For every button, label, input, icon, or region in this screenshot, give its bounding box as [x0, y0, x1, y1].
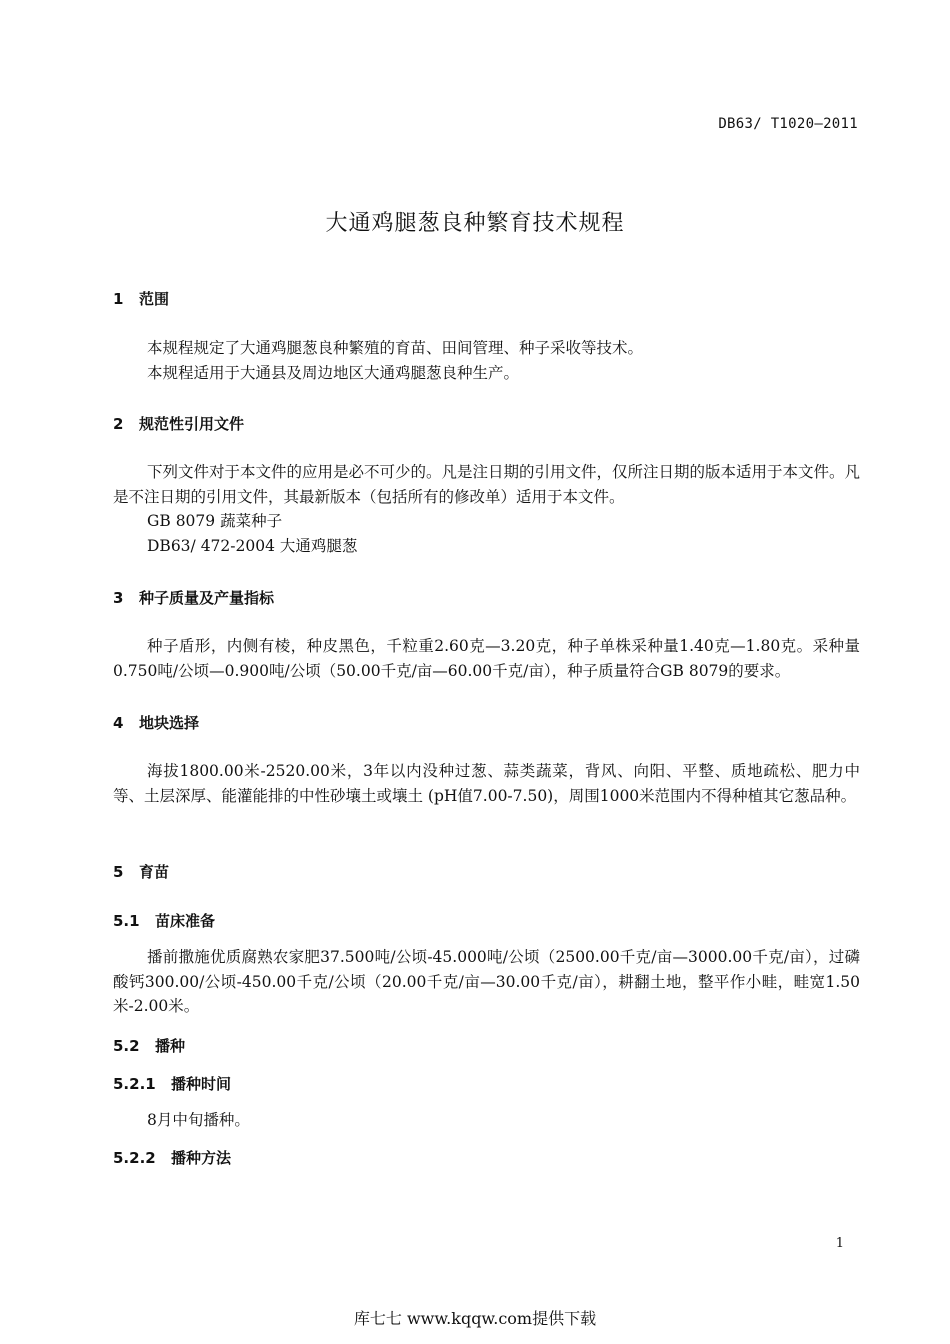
section-number: 5.2.1 [113, 1075, 156, 1093]
section-title: 地块选择 [139, 714, 200, 732]
download-footer: 库七七 www.kqqw.com提供下载 [353, 1309, 597, 1328]
standard-code: DB63/ T1020—2011 [718, 116, 858, 132]
section-4-heading [113, 712, 199, 733]
section-title: 播种 [155, 1037, 186, 1055]
section-3-paragraph: 种子盾形，内侧有棱，种皮黑色，千粒重2.60克—3.20克，种子单株采种量1.40克—1.80克。采种量0.750吨/公顷—0.900吨/公顷（50.00千克/亩—60.00千克/亩），种子质量符合GB 8079的要求。 [113, 637, 860, 680]
section-title: 播种时间 [171, 1075, 232, 1093]
reference-1: GB 8079 蔬菜种子 [147, 512, 283, 530]
section-5-1-heading [113, 910, 215, 931]
section-title: 种子质量及产量指标 [139, 589, 275, 607]
section-5-2-heading [113, 1035, 185, 1056]
section-5-2-2-heading [113, 1147, 231, 1168]
section-number: 2 [113, 415, 124, 433]
section-1-line-2: 本规程适用于大通县及周边地区大通鸡腿葱良种生产。 [147, 364, 520, 382]
section-5-2-1-heading [113, 1073, 231, 1094]
section-number: 4 [113, 714, 124, 732]
section-title: 规范性引用文件 [139, 415, 245, 433]
section-1-heading [113, 288, 169, 309]
section-number: 5 [113, 863, 124, 881]
section-number: 3 [113, 589, 124, 607]
section-4-paragraph: 海拔1800.00米-2520.00米，3年以内没种过葱、蒜类蔬菜，背风、向阳、平整、质地疏松、肥力中等、土层深厚、能灌能排的中性砂壤土或壤土 (pH值7.00-7.50)，周围1000米范围内不得种植其它葱品种。 [113, 762, 860, 805]
section-5-1-paragraph: 播前撒施优质腐熟农家肥37.500吨/公顷-45.000吨/公顷（2500.00千克/亩—3000.00千克/亩），过磷酸钙300.00/公顷-450.00千克/公顷（20.00千克/亩—30.00千克/亩），耕翻土地，整平作小畦，畦宽1.50米-2.00米。 [113, 948, 860, 1015]
section-5-2-1-text: 8月中旬播种。 [147, 1111, 250, 1129]
section-number: 5.1 [113, 912, 140, 930]
section-number: 5.2.2 [113, 1149, 156, 1167]
section-3-heading [113, 587, 274, 608]
reference-2: DB63/ 472-2004 大通鸡腿葱 [147, 537, 358, 555]
section-5-heading [113, 861, 169, 882]
section-title: 育苗 [139, 863, 170, 881]
document-title: 大通鸡腿葱良种繁育技术规程 [325, 211, 625, 236]
section-number: 1 [113, 290, 124, 308]
section-title: 范围 [139, 290, 170, 308]
page-number: 1 [835, 1236, 844, 1251]
section-1-line-1: 本规程规定了大通鸡腿葱良种繁殖的育苗、田间管理、种子采收等技术。 [147, 339, 644, 357]
section-title: 苗床准备 [155, 912, 216, 930]
section-number: 5.2 [113, 1037, 140, 1055]
section-2-heading [113, 413, 244, 434]
section-title: 播种方法 [171, 1149, 232, 1167]
section-2-paragraph: 下列文件对于本文件的应用是必不可少的。凡是注日期的引用文件，仅所注日期的版本适用于本文件。凡是不注日期的引用文件，其最新版本（包括所有的修改单）适用于本文件。 [113, 463, 861, 506]
